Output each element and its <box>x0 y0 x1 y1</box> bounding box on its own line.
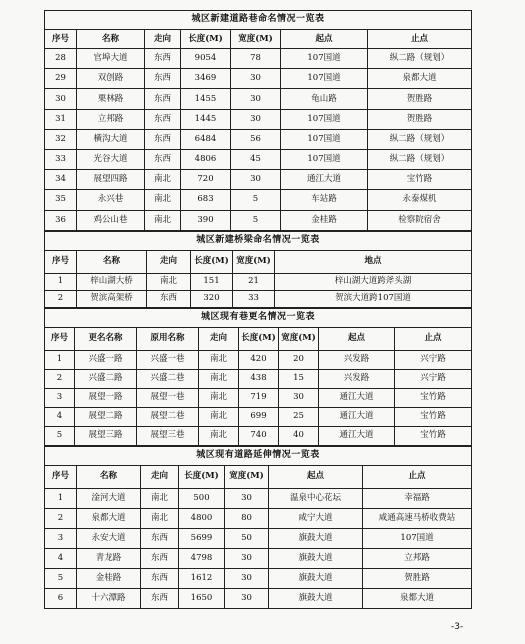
table-cell: 兴宁路 <box>395 350 472 369</box>
table-cell: 3 <box>45 528 77 548</box>
table-cell: 通江大道 <box>319 388 395 407</box>
table-cell: 东西 <box>141 588 179 608</box>
table-row <box>45 290 472 307</box>
table-cell: 50 <box>225 528 269 548</box>
table-cell: 30 <box>231 109 281 129</box>
table-row <box>45 149 472 169</box>
table-row <box>45 588 472 608</box>
table-cell: 6484 <box>181 129 231 149</box>
table-cell: 旗鼓大道 <box>269 568 363 588</box>
table-cell: 通江大道 <box>281 170 368 190</box>
table-cell: 28 <box>45 49 77 69</box>
table-cell: 78 <box>231 49 281 69</box>
column-header: 序号 <box>45 250 77 273</box>
table-cell: 30 <box>225 568 269 588</box>
table-cell: 东西 <box>145 129 181 149</box>
table-cell: 107国道 <box>363 528 472 548</box>
table-cell: 展望二巷 <box>137 407 199 426</box>
table-cell: 金桂路 <box>77 568 141 588</box>
table-cell: 纵二路（规划） <box>368 49 472 69</box>
table-cell: 107国道 <box>281 149 368 169</box>
table-cell: 检察院宿舍 <box>368 210 472 230</box>
table-cell: 4 <box>45 548 77 568</box>
table-title: 城区新建桥梁命名情况一览表 <box>45 231 472 250</box>
table-title: 城区现有道路延伸情况一览表 <box>45 446 472 465</box>
table-cell: 33 <box>233 290 275 307</box>
table-cell: 34 <box>45 170 77 190</box>
column-header: 名称 <box>77 250 147 273</box>
column-header: 宽度(M) <box>233 250 275 273</box>
table-cell: 5 <box>45 568 77 588</box>
table-cell: 东西 <box>141 528 179 548</box>
table-cell: 2 <box>45 290 77 307</box>
table-cell: 80 <box>225 508 269 528</box>
table-cell: 通江大道 <box>319 407 395 426</box>
table-cell: 1 <box>45 273 77 290</box>
table-header-row <box>45 30 472 49</box>
table-cell: 展望二路 <box>75 407 137 426</box>
table-cell: 1 <box>45 350 75 369</box>
table-cell: 旗鼓大道 <box>269 528 363 548</box>
table-cell: 719 <box>239 388 279 407</box>
table-cell: 宝竹路 <box>368 170 472 190</box>
table-title: 城区新建道路巷命名情况一览表 <box>45 11 472 30</box>
table-cell: 6 <box>45 588 77 608</box>
table-cell: 20 <box>279 350 319 369</box>
table-cell: 兴盛一巷 <box>137 350 199 369</box>
column-header: 序号 <box>45 327 75 350</box>
table-cell: 兴盛一路 <box>75 350 137 369</box>
column-header: 长度(M) <box>181 30 231 49</box>
table-cell: 5699 <box>179 528 225 548</box>
table-cell: 151 <box>191 273 233 290</box>
table-cell: 永安大道 <box>77 528 141 548</box>
column-header: 走向 <box>199 327 239 350</box>
table-cell: 立邦路 <box>77 109 145 129</box>
table-row <box>45 170 472 190</box>
column-header: 宽度(M) <box>225 465 269 488</box>
table-row <box>45 69 472 89</box>
table-cell: 438 <box>239 369 279 388</box>
column-header: 地点 <box>275 250 472 273</box>
table-cell: 金桂路 <box>281 210 368 230</box>
table-cell: 15 <box>279 369 319 388</box>
table-cell: 淦河大道 <box>77 488 141 508</box>
table-cell: 31 <box>45 109 77 129</box>
table-cell: 梓山湖大道跨斧头湖 <box>275 273 472 290</box>
table-cell: 旗鼓大道 <box>269 588 363 608</box>
table-cell: 贺滨大道跨107国道 <box>275 290 472 307</box>
table-cell: 纵二路（规划） <box>368 129 472 149</box>
table-cell: 4 <box>45 407 75 426</box>
table-cell: 9054 <box>181 49 231 69</box>
table-row <box>45 407 472 426</box>
table-cell: 永兴巷 <box>77 190 145 210</box>
table-cell: 29 <box>45 69 77 89</box>
table-cell: 十六潭路 <box>77 588 141 608</box>
table-cell: 30 <box>231 89 281 109</box>
table-cell: 1445 <box>181 109 231 129</box>
column-header: 长度(M) <box>191 250 233 273</box>
table-cell: 光谷大道 <box>77 149 145 169</box>
table-cell: 30 <box>231 69 281 89</box>
table-cell: 1455 <box>181 89 231 109</box>
table-cell: 36 <box>45 210 77 230</box>
table-title: 城区现有巷更名情况一览表 <box>45 308 472 327</box>
table-cell: 温泉中心花坛 <box>269 488 363 508</box>
table-cell: 贺胜路 <box>368 109 472 129</box>
table-cell: 泉都大道 <box>363 588 472 608</box>
table-row <box>45 129 472 149</box>
table-cell: 东西 <box>141 568 179 588</box>
table-cell: 南北 <box>141 508 179 528</box>
table-cell: 4798 <box>179 548 225 568</box>
table-cell: 3 <box>45 388 75 407</box>
table-cell: 南北 <box>199 369 239 388</box>
table-cell: 纵二路（规划） <box>368 149 472 169</box>
table-cell: 107国道 <box>281 109 368 129</box>
table-cell: 5 <box>231 210 281 230</box>
table-row <box>45 528 472 548</box>
table-cell: 青龙路 <box>77 548 141 568</box>
table-cell: 390 <box>181 210 231 230</box>
table-cell: 南北 <box>199 350 239 369</box>
table-cell: 107国道 <box>281 129 368 149</box>
table-cell: 30 <box>279 388 319 407</box>
table-row <box>45 210 472 230</box>
document-page <box>44 10 471 609</box>
table-cell: 车站路 <box>281 190 368 210</box>
table-cell: 740 <box>239 426 279 445</box>
column-header: 止点 <box>363 465 472 488</box>
bridge-naming-table <box>44 231 472 308</box>
table-cell: 南北 <box>145 210 181 230</box>
table-cell: 旗鼓大道 <box>269 548 363 568</box>
table-row <box>45 350 472 369</box>
table-row <box>45 49 472 69</box>
column-header: 起点 <box>319 327 395 350</box>
column-header: 原用名称 <box>137 327 199 350</box>
table-cell: 45 <box>231 149 281 169</box>
column-header: 走向 <box>141 465 179 488</box>
table-cell: 栗林路 <box>77 89 145 109</box>
column-header: 序号 <box>45 465 77 488</box>
table-cell: 4800 <box>179 508 225 528</box>
column-header: 序号 <box>45 30 77 49</box>
column-header: 走向 <box>145 30 181 49</box>
table-row <box>45 388 472 407</box>
column-header: 长度(M) <box>179 465 225 488</box>
table-cell: 贺滨高架桥 <box>77 290 147 307</box>
column-header: 止点 <box>368 30 472 49</box>
road-naming-table <box>44 10 472 231</box>
table-cell: 南北 <box>147 273 191 290</box>
table-cell: 东西 <box>145 89 181 109</box>
table-cell: 南北 <box>145 190 181 210</box>
table-cell: 展望三巷 <box>137 426 199 445</box>
table-cell: 展望三路 <box>75 426 137 445</box>
table-cell: 5 <box>45 426 75 445</box>
table-cell: 南北 <box>199 407 239 426</box>
table-cell: 南北 <box>141 488 179 508</box>
table-cell: 东西 <box>145 69 181 89</box>
table-cell: 东西 <box>145 109 181 129</box>
table-cell: 宝竹路 <box>395 426 472 445</box>
table-cell: 40 <box>279 426 319 445</box>
table-cell: 泉都大道 <box>368 69 472 89</box>
table-cell: 3469 <box>181 69 231 89</box>
road-extension-table <box>44 446 472 609</box>
column-header: 更名名称 <box>75 327 137 350</box>
table-cell: 107国道 <box>281 49 368 69</box>
table-cell: 5 <box>231 190 281 210</box>
table-cell: 4806 <box>181 149 231 169</box>
table-row <box>45 508 472 528</box>
table-cell: 33 <box>45 149 77 169</box>
table-cell: 泉都大道 <box>77 508 141 528</box>
table-cell: 1612 <box>179 568 225 588</box>
table-cell: 宝竹路 <box>395 407 472 426</box>
column-header: 宽度(M) <box>279 327 319 350</box>
column-header: 止点 <box>395 327 472 350</box>
table-cell: 30 <box>225 548 269 568</box>
table-cell: 21 <box>233 273 275 290</box>
table-row <box>45 568 472 588</box>
table-cell: 展望四路 <box>77 170 145 190</box>
table-cell: 2 <box>45 508 77 528</box>
table-cell: 兴宁路 <box>395 369 472 388</box>
table-row <box>45 369 472 388</box>
table-cell: 横沟大道 <box>77 129 145 149</box>
table-cell: 南北 <box>199 426 239 445</box>
table-cell: 107国道 <box>281 69 368 89</box>
table-cell: 展望一路 <box>75 388 137 407</box>
table-row <box>45 548 472 568</box>
table-cell: 30 <box>225 588 269 608</box>
table-row <box>45 190 472 210</box>
column-header: 走向 <box>147 250 191 273</box>
table-cell: 30 <box>45 89 77 109</box>
column-header: 名称 <box>77 465 141 488</box>
table-cell: 东西 <box>145 49 181 69</box>
table-cell: 1650 <box>179 588 225 608</box>
table-header-row <box>45 250 472 273</box>
table-cell: 幸福路 <box>363 488 472 508</box>
table-header-row <box>45 327 472 350</box>
table-cell: 兴发路 <box>319 369 395 388</box>
table-cell: 683 <box>181 190 231 210</box>
table-cell: 贺胜路 <box>368 89 472 109</box>
table-cell: 320 <box>191 290 233 307</box>
table-cell: 展望一巷 <box>137 388 199 407</box>
table-cell: 30 <box>231 170 281 190</box>
table-header-row <box>45 465 472 488</box>
table-cell: 咸宁大道 <box>269 508 363 528</box>
table-cell: 官埠大道 <box>77 49 145 69</box>
page-number: -3- <box>451 622 464 632</box>
table-cell: 兴盛二巷 <box>137 369 199 388</box>
table-cell: 25 <box>279 407 319 426</box>
table-cell: 56 <box>231 129 281 149</box>
table-cell: 东西 <box>141 548 179 568</box>
table-cell: 东西 <box>147 290 191 307</box>
table-cell: 双创路 <box>77 69 145 89</box>
table-row <box>45 109 472 129</box>
table-cell: 720 <box>181 170 231 190</box>
table-cell: 兴发路 <box>319 350 395 369</box>
table-cell: 1 <box>45 488 77 508</box>
table-cell: 南北 <box>199 388 239 407</box>
column-header: 宽度(M) <box>231 30 281 49</box>
table-cell: 咸通高速马桥收费站 <box>363 508 472 528</box>
table-cell: 32 <box>45 129 77 149</box>
table-cell: 宝竹路 <box>395 388 472 407</box>
table-cell: 2 <box>45 369 75 388</box>
table-row <box>45 488 472 508</box>
column-header: 长度(M) <box>239 327 279 350</box>
table-cell: 兴盛二路 <box>75 369 137 388</box>
column-header: 起点 <box>269 465 363 488</box>
table-cell: 龟山路 <box>281 89 368 109</box>
table-cell: 30 <box>225 488 269 508</box>
column-header: 起点 <box>281 30 368 49</box>
table-cell: 永泰煤机 <box>368 190 472 210</box>
table-cell: 鸡公山巷 <box>77 210 145 230</box>
table-cell: 东西 <box>145 149 181 169</box>
table-cell: 梓山湖大桥 <box>77 273 147 290</box>
table-cell: 420 <box>239 350 279 369</box>
table-cell: 35 <box>45 190 77 210</box>
table-cell: 贺胜路 <box>363 568 472 588</box>
lane-renaming-table <box>44 308 472 446</box>
table-row <box>45 426 472 445</box>
table-cell: 通江大道 <box>319 426 395 445</box>
table-cell: 699 <box>239 407 279 426</box>
table-cell: 立邦路 <box>363 548 472 568</box>
table-cell: 南北 <box>145 170 181 190</box>
table-row <box>45 89 472 109</box>
table-cell: 500 <box>179 488 225 508</box>
table-row <box>45 273 472 290</box>
column-header: 名称 <box>77 30 145 49</box>
